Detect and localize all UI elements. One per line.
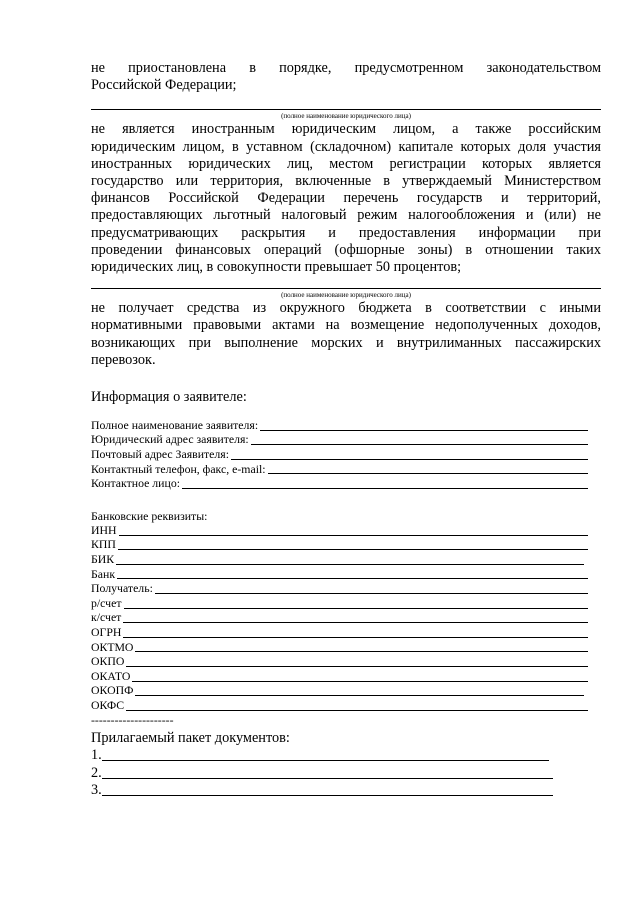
para-suspension-line1	[91, 60, 601, 77]
field-line[interactable]	[119, 535, 588, 536]
bank-section-title: Банковские реквизиты:	[91, 509, 208, 524]
field-line[interactable]	[117, 578, 588, 579]
document-item-2[interactable]	[91, 764, 553, 781]
para-line: нормативными правовыми актами на возмещение недополученных доходов,	[91, 317, 601, 334]
word: в	[249, 60, 256, 76]
field-label: ОКОПФ	[91, 683, 134, 698]
field-label: Банк	[91, 566, 116, 581]
document-package-list	[91, 747, 601, 799]
document-item-3[interactable]	[91, 782, 553, 799]
word: законодательством	[486, 60, 601, 76]
word: не	[91, 60, 105, 76]
para-line: проведении финансовых операций (офшорные зоны) в отношении таких	[91, 241, 601, 258]
field-label: р/счет	[91, 595, 122, 610]
field-line[interactable]	[102, 760, 549, 761]
field-line[interactable]	[182, 488, 588, 489]
para-line: иностранных юридических лиц, местом регистрации которых является	[91, 155, 601, 172]
field-line[interactable]	[124, 608, 588, 609]
bank-field-kpp[interactable]	[91, 538, 588, 553]
field-line[interactable]	[126, 666, 588, 667]
para-line: не получает средства из окружного бюджета в соответствии с иными	[91, 300, 601, 317]
field-label: КПП	[91, 537, 116, 552]
bank-field-settlement-account[interactable]	[91, 596, 588, 611]
bank-field-oktmo[interactable]	[91, 640, 588, 655]
applicant-legal-address-field[interactable]	[91, 433, 588, 448]
field-label: БИК	[91, 552, 115, 566]
applicant-postal-address-field[interactable]	[91, 447, 588, 462]
field-label: ОГРН	[91, 624, 122, 639]
para-line: финансов Российской Федерации перечень государств и территорий,	[91, 190, 601, 207]
bank-field-ogrn[interactable]	[91, 625, 588, 640]
field-line[interactable]	[116, 564, 584, 565]
item-number: 1.	[91, 747, 102, 764]
bank-field-okato[interactable]	[91, 669, 588, 684]
legal-entity-name-line-1[interactable]	[91, 109, 601, 110]
field-label: Полное наименование заявителя:	[91, 417, 259, 432]
applicant-contact-phone-field[interactable]	[91, 462, 588, 477]
bank-field-okpo[interactable]	[91, 654, 588, 669]
field-label: ОКФС	[91, 697, 125, 712]
word: предусмотренном	[354, 60, 464, 76]
document-package-title: Прилагаемый пакет документов:	[91, 729, 290, 746]
field-label: к/счет	[91, 610, 122, 625]
bank-fields	[91, 523, 588, 713]
para-line: перевозок.	[91, 351, 156, 368]
word: порядке,	[279, 60, 332, 76]
field-line[interactable]	[231, 459, 588, 460]
bank-field-okfs[interactable]	[91, 698, 588, 713]
applicant-section-title: Информация о заявителе:	[91, 389, 247, 406]
para-suspension-line2: Российской Федерации;	[91, 77, 237, 94]
field-line[interactable]	[260, 430, 588, 431]
applicant-full-name-field[interactable]	[91, 418, 588, 433]
field-label: ОКПО	[91, 654, 125, 669]
para-line: возникающих при выполнение морских и внутрилиманных пассажирских	[91, 334, 601, 351]
para-line: государство или территория, включенные в утверждаемый Министерством	[91, 173, 601, 190]
bank-field-bik[interactable]	[91, 552, 584, 567]
field-line[interactable]	[135, 651, 588, 652]
field-line[interactable]	[118, 549, 588, 550]
field-line[interactable]	[251, 444, 588, 445]
bank-field-inn[interactable]	[91, 523, 588, 538]
bank-field-corr-account[interactable]	[91, 611, 588, 626]
legal-entity-name-line-2[interactable]	[91, 288, 601, 289]
bank-field-bank[interactable]	[91, 567, 588, 582]
document-page	[91, 60, 601, 799]
field-line[interactable]	[155, 593, 588, 594]
field-label: Почтовый адрес Заявителя:	[91, 447, 229, 462]
word: приостановлена	[128, 60, 227, 76]
field-line[interactable]	[123, 637, 588, 638]
field-label: Юридический адрес заявителя:	[91, 432, 249, 447]
field-line[interactable]	[268, 473, 588, 474]
field-label: ОКТМО	[91, 639, 134, 654]
para-line: предоставляющих льготный налоговый режим налогообложения и (или) не	[91, 207, 601, 224]
separator: ---------------------	[91, 712, 174, 727]
field-line[interactable]	[135, 695, 584, 696]
legal-entity-caption-1: (полное наименование юридического лица)	[281, 112, 411, 121]
field-line[interactable]	[132, 681, 588, 682]
para-not-foreign	[91, 121, 601, 276]
field-line[interactable]	[102, 795, 553, 796]
item-number: 3.	[91, 781, 102, 798]
field-label: Контактное лицо:	[91, 476, 180, 491]
item-number: 2.	[91, 764, 102, 781]
field-label: ОКАТО	[91, 668, 131, 683]
field-label: Получатель:	[91, 581, 153, 596]
para-line: не является иностранным юридическим лицом, а также российским	[91, 121, 601, 138]
bank-field-recipient[interactable]	[91, 581, 588, 596]
document-item-1[interactable]	[91, 747, 549, 764]
field-line[interactable]	[102, 778, 553, 779]
para-line: юридическим лицом, в уставном (складочном) капитале которых доля участия	[91, 138, 601, 155]
applicant-contact-person-field[interactable]	[91, 476, 588, 491]
para-line: предусматривающих раскрытия и предоставления информации при	[91, 224, 601, 241]
field-label: Контактный телефон, факс, e-mail:	[91, 461, 266, 476]
para-no-budget	[91, 300, 601, 369]
field-line[interactable]	[126, 710, 588, 711]
legal-entity-caption-2: (полное наименование юридического лица)	[281, 291, 411, 300]
para-line: юридических лиц, в совокупности превышает 50 процентов;	[91, 259, 462, 276]
applicant-fields	[91, 418, 588, 491]
bank-field-okopf[interactable]	[91, 684, 584, 699]
field-label: ИНН	[91, 522, 117, 537]
field-line[interactable]	[123, 622, 588, 623]
